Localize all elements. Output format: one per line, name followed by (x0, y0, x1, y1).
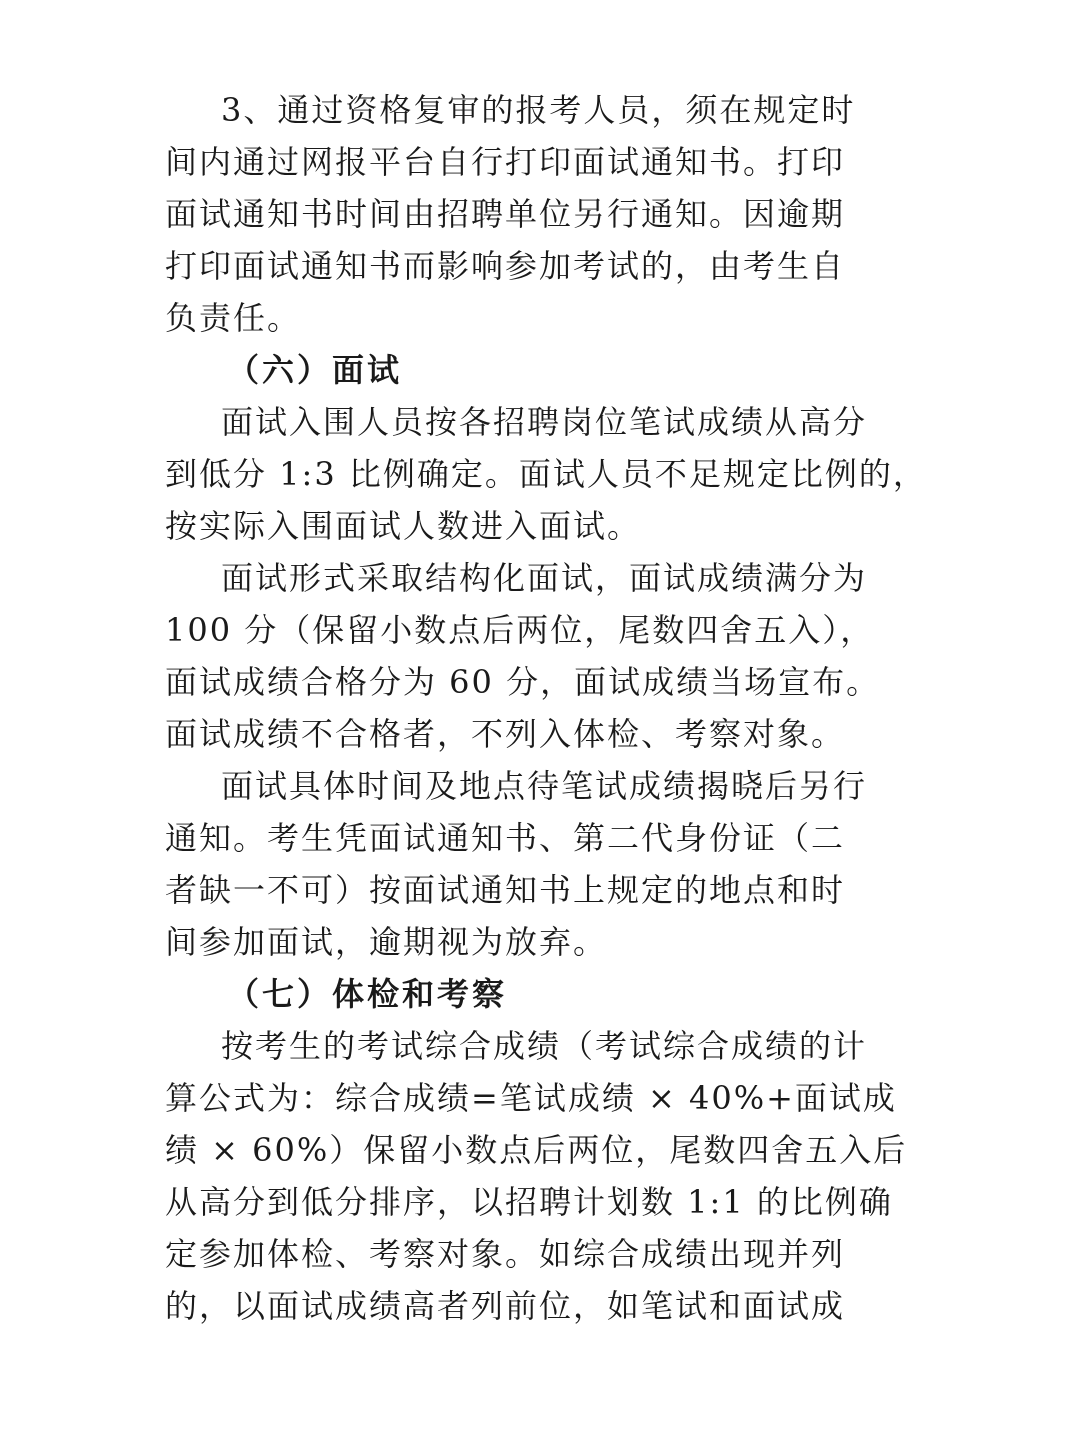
paragraph-line: 面试通知书时间由招聘单位另行通知。因逾期 (165, 195, 846, 233)
paragraph-line: 面试形式采取结构化面试，面试成绩满分为 (221, 559, 868, 597)
paragraph-line: 间内通过网报平台自行打印面试通知书。打印 (165, 143, 846, 181)
paragraph-line: 面试具体时间及地点待笔试成绩揭晓后另行 (221, 767, 868, 805)
paragraph-line: 到低分 1:3 比例确定。面试人员不足规定比例的， (165, 455, 927, 493)
paragraph-line: 面试成绩合格分为 60 分，面试成绩当场宣布。 (165, 663, 881, 701)
paragraph-line: 3、通过资格复审的报考人员，须在规定时 (221, 91, 856, 129)
paragraph-line: 通知。考生凭面试通知书、第二代身份证（二 (165, 819, 846, 857)
paragraph-line: 者缺一不可）按面试通知书上规定的地点和时 (165, 871, 846, 909)
paragraph-line: 的，以面试成绩高者列前位，如笔试和面试成 (165, 1287, 846, 1325)
paragraph-line: 100 分（保留小数点后两位，尾数四舍五入）， (165, 611, 875, 649)
paragraph-line: 面试成绩不合格者，不列入体检、考察对象。 (165, 715, 846, 753)
paragraph-line: 间参加面试，逾期视为放弃。 (165, 923, 608, 961)
document-body (165, 84, 925, 1332)
paragraph-line: 打印面试通知书而影响参加考试的，由考生自 (165, 247, 846, 285)
paragraph-line: 绩 × 60%）保留小数点后两位，尾数四舍五入后 (165, 1131, 908, 1169)
paragraph-line: 按实际入围面试人数进入面试。 (165, 507, 642, 545)
paragraph-line: 算公式为：综合成绩=笔试成绩 × 40%+面试成 (165, 1079, 897, 1117)
paragraph-line: 按考生的考试综合成绩（考试综合成绩的计 (221, 1027, 868, 1065)
paragraph-line: 从高分到低分排序，以招聘计划数 1:1 的比例确 (165, 1183, 893, 1221)
paragraph-line: 面试入围人员按各招聘岗位笔试成绩从高分 (221, 403, 868, 441)
paragraph-line: 负责任。 (165, 299, 302, 337)
section-heading-interview: （六）面试 (227, 351, 403, 389)
paragraph-line: 定参加体检、考察对象。如综合成绩出现并列 (165, 1235, 846, 1273)
section-heading-physical-exam: （七）体检和考察 (227, 975, 508, 1013)
